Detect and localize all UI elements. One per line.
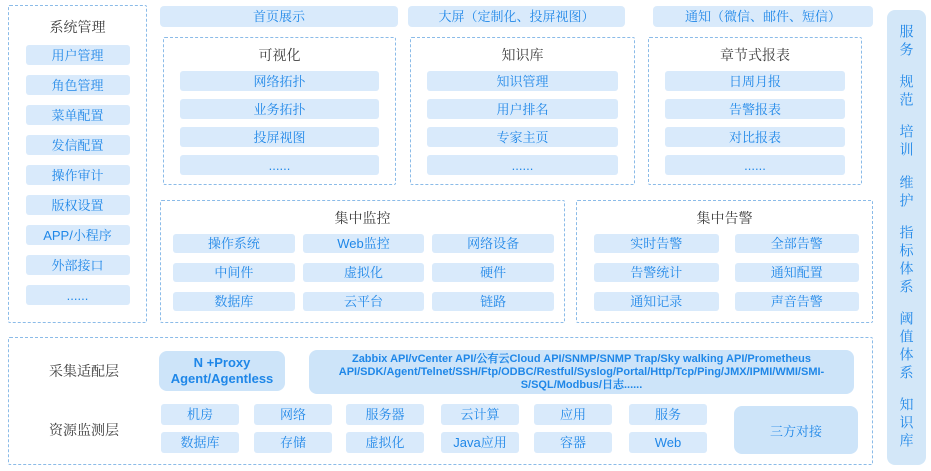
resource-cloud-computing[interactable]: 云计算 — [441, 404, 519, 425]
panel-title-central-alarm: 集中告警 — [696, 210, 753, 226]
feature-knowledge-more[interactable]: ...... — [427, 155, 618, 175]
label-resource-layer: 资源监测层 — [49, 422, 119, 438]
proxy-agent-button[interactable]: N +Proxy Agent/Agentless — [159, 351, 285, 391]
top-button-notification[interactable]: 通知（微信、邮件、短信） — [653, 6, 873, 27]
resource-server[interactable]: 服务器 — [346, 404, 424, 425]
feature-visualization-more[interactable]: ...... — [180, 155, 379, 175]
sidebar-item-app-miniprogram[interactable]: APP/小程序 — [26, 225, 130, 245]
right-item-indicator-system[interactable]: 指标体系 — [898, 224, 915, 297]
alarm-sound[interactable]: 声音告警 — [735, 292, 860, 311]
sidebar-item-user-management[interactable]: 用户管理 — [26, 45, 130, 65]
feature-screen-view[interactable]: 投屏视图 — [180, 127, 379, 147]
resource-storage[interactable]: 存储 — [254, 432, 332, 453]
sidebar-item-more[interactable]: ...... — [26, 285, 130, 305]
label-adapter-layer: 采集适配层 — [49, 363, 119, 379]
feature-knowledge-management[interactable]: 知识管理 — [427, 71, 618, 91]
monitor-network-device[interactable]: 网络设备 — [432, 234, 554, 253]
sidebar-item-menu-config[interactable]: 菜单配置 — [26, 105, 130, 125]
panel-title-system-management: 系统管理 — [49, 19, 106, 35]
feature-comparison-report[interactable]: 对比报表 — [665, 127, 845, 147]
feature-expert-homepage[interactable]: 专家主页 — [427, 127, 618, 147]
panel-central-monitoring — [160, 200, 565, 323]
sidebar-item-operation-audit[interactable]: 操作审计 — [26, 165, 130, 185]
alarm-notify-record[interactable]: 通知记录 — [594, 292, 719, 311]
feature-report-more[interactable]: ...... — [665, 155, 845, 175]
api-protocols-button[interactable]: Zabbix API/vCenter API/公有云Cloud API/SNMP/SNMP Trap/Sky walking API/Prometheus API/SDK/Agent/Telnet/SSH/Ftp/ODBC/Restful/Syslog/Portal/Http/Tcp/Ping/JMX/IPMI/WMI/SMI-S/SQL/Modbus/日志...... — [309, 350, 854, 394]
feature-user-ranking[interactable]: 用户排名 — [427, 99, 618, 119]
feature-business-topology[interactable]: 业务拓扑 — [180, 99, 379, 119]
right-item-service[interactable]: 服务 — [898, 24, 915, 61]
monitor-database[interactable]: 数据库 — [173, 292, 295, 311]
sidebar-right-services — [887, 10, 926, 465]
monitor-hardware[interactable]: 硬件 — [432, 263, 554, 282]
sidebar-item-role-management[interactable]: 角色管理 — [26, 75, 130, 95]
panel-title-knowledge-base: 知识库 — [501, 47, 544, 63]
panel-title-chapter-report: 章节式报表 — [720, 47, 790, 63]
panel-visualization — [163, 37, 396, 185]
third-party-integration-button[interactable]: 三方对接 — [734, 406, 858, 454]
monitor-middleware[interactable]: 中间件 — [173, 263, 295, 282]
resource-service[interactable]: 服务 — [629, 404, 707, 425]
panel-system-management — [8, 5, 147, 323]
top-button-home-display[interactable]: 首页展示 — [160, 6, 398, 27]
alarm-realtime[interactable]: 实时告警 — [594, 234, 719, 253]
monitor-web[interactable]: Web监控 — [303, 234, 425, 253]
right-item-knowledge-base[interactable]: 知识库 — [898, 396, 915, 451]
monitor-os[interactable]: 操作系统 — [173, 234, 295, 253]
top-button-big-screen[interactable]: 大屏（定制化、投屏视图） — [408, 6, 625, 27]
sidebar-item-external-api[interactable]: 外部接口 — [26, 255, 130, 275]
alarm-notify-config[interactable]: 通知配置 — [735, 263, 860, 282]
monitor-cloud-platform[interactable]: 云平台 — [303, 292, 425, 311]
monitor-link[interactable]: 链路 — [432, 292, 554, 311]
right-item-threshold-system[interactable]: 阈值体系 — [898, 310, 915, 383]
panel-title-central-monitoring: 集中监控 — [334, 210, 391, 226]
resource-web[interactable]: Web — [629, 432, 707, 453]
panel-central-alarm — [576, 200, 873, 323]
resource-machine-room[interactable]: 机房 — [161, 404, 239, 425]
feature-alarm-report[interactable]: 告警报表 — [665, 99, 845, 119]
right-item-maintenance[interactable]: 维护 — [898, 174, 915, 211]
panel-knowledge-base — [410, 37, 635, 185]
panel-chapter-report — [648, 37, 862, 185]
resource-database[interactable]: 数据库 — [161, 432, 239, 453]
alarm-statistics[interactable]: 告警统计 — [594, 263, 719, 282]
resource-java-app[interactable]: Java应用 — [441, 432, 519, 453]
sidebar-item-copyright[interactable]: 版权设置 — [26, 195, 130, 215]
resource-virtualization[interactable]: 虚拟化 — [346, 432, 424, 453]
resource-container[interactable]: 容器 — [534, 432, 612, 453]
resource-application[interactable]: 应用 — [534, 404, 612, 425]
resource-network[interactable]: 网络 — [254, 404, 332, 425]
sidebar-item-mail-config[interactable]: 发信配置 — [26, 135, 130, 155]
panel-title-visualization: 可视化 — [258, 47, 301, 63]
right-item-training[interactable]: 培训 — [898, 124, 915, 161]
alarm-all[interactable]: 全部告警 — [735, 234, 860, 253]
monitor-virtualization[interactable]: 虚拟化 — [303, 263, 425, 282]
feature-network-topology[interactable]: 网络拓扑 — [180, 71, 379, 91]
panel-collection-layers — [8, 337, 873, 465]
right-item-specification[interactable]: 规范 — [898, 74, 915, 111]
feature-daily-weekly-monthly-report[interactable]: 日周月报 — [665, 71, 845, 91]
